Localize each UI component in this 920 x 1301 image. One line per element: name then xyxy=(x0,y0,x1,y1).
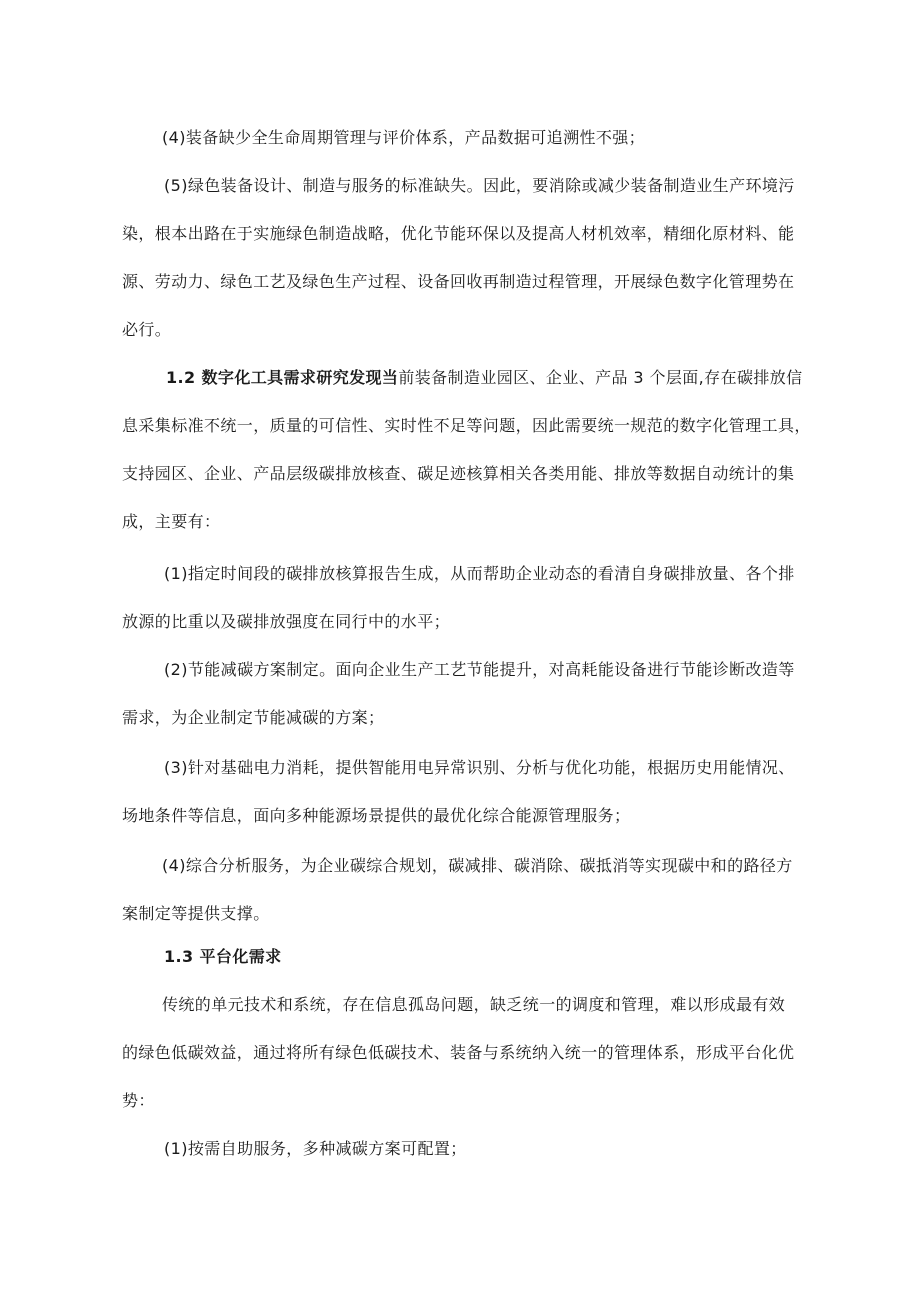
paragraph-line: 案制定等提供支撑。 xyxy=(122,904,270,923)
paragraph-line: 放源的比重以及碳排放强度在同行中的水平； xyxy=(122,612,451,631)
paragraph-line: 需求，为企业制定节能减碳的方案； xyxy=(122,708,385,727)
paragraph-line: 势： xyxy=(122,1091,155,1110)
section-heading-first-line xyxy=(166,367,803,389)
paragraph-line: (1)按需自助服务，多种减碳方案可配置； xyxy=(164,1139,467,1158)
paragraph-line: 场地条件等信息，面向多种能源场景提供的最优化综合能源管理服务； xyxy=(122,806,631,825)
paragraph-line: (2)节能减碳方案制定。面向企业生产工艺节能提升，对高耗能设备进行节能诊断改造等 xyxy=(164,660,795,679)
paragraph-text: 前装备制造业园区、企业、产品 3 个层面,存在碳排放信 xyxy=(398,368,803,387)
paragraph-line: 传统的单元技术和系统，存在信息孤岛问题，缺乏统一的调度和管理，难以形成最有效 xyxy=(162,995,786,1014)
paragraph-line: 的绿色低碳效益，通过将所有绿色低碳技术、装备与系统纳入统一的管理体系，形成平台化优 xyxy=(122,1043,795,1062)
section-heading: 1.2 数字化工具需求研究发现当 xyxy=(166,368,399,387)
paragraph-line: 支持园区、企业、产品层级碳排放核查、碳足迹核算相关各类用能、排放等数据自动统计的集 xyxy=(122,464,795,483)
paragraph-line: (1)指定时间段的碳排放核算报告生成，从而帮助企业动态的看清自身碳排放量、各个排 xyxy=(164,564,795,583)
paragraph-line: (5)绿色装备设计、制造与服务的标准缺失。因此，要消除或减少装备制造业生产环境污 xyxy=(164,176,795,195)
paragraph-line: 息采集标准不统一，质量的可信性、实时性不足等问题，因此需要统一规范的数字化管理工具， xyxy=(122,416,811,435)
paragraph-line: (4)装备缺少全生命周期管理与评价体系，产品数据可追溯性不强； xyxy=(162,128,646,147)
paragraph-line: 染，根本出路在于实施绿色制造战略，优化节能环保以及提高人材机效率，精细化原材料、能 xyxy=(122,224,795,243)
section-heading: 1.3 平台化需求 xyxy=(164,947,282,966)
paragraph-line: (4)综合分析服务，为企业碳综合规划，碳减排、碳消除、碳抵消等实现碳中和的路径方 xyxy=(162,856,793,875)
paragraph-line: (3)针对基础电力消耗，提供智能用电异常识别、分析与优化功能，根据历史用能情况、 xyxy=(164,758,795,777)
paragraph-line: 源、劳动力、绿色工艺及绿色生产过程、设备回收再制造过程管理，开展绿色数字化管理势在 xyxy=(122,272,795,291)
paragraph-line: 成，主要有： xyxy=(122,512,221,531)
paragraph-line: 必行。 xyxy=(122,320,172,339)
